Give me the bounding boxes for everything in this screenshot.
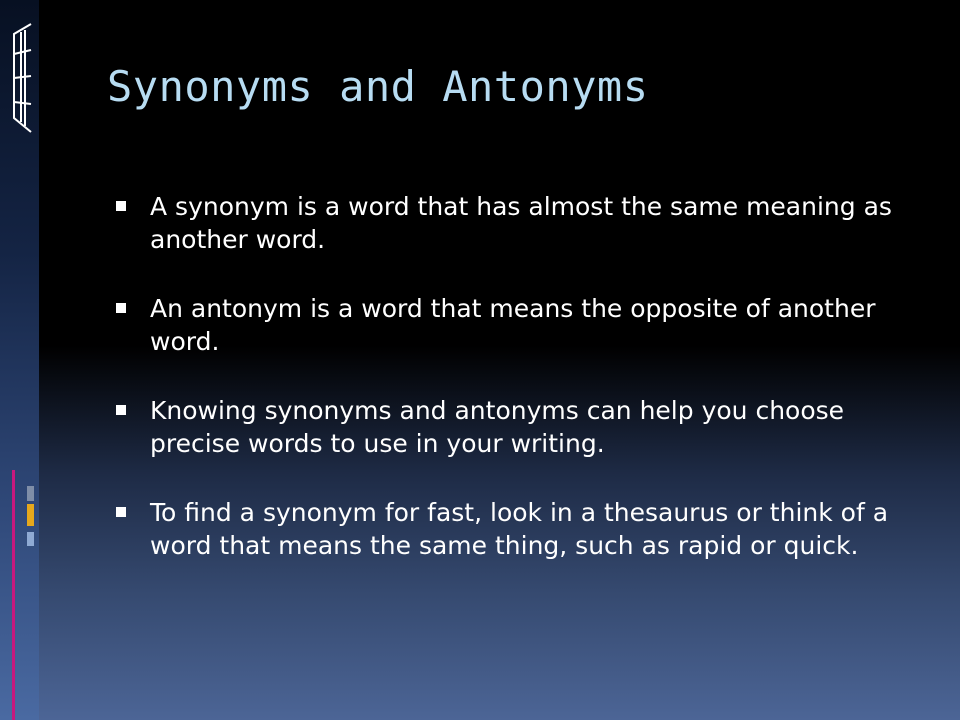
bullet-text: To find a synonym for fast, look in a thesaurus or think of a word that means the same thing, such as rapid or quick.: [150, 498, 889, 560]
gray-accent-mark: [27, 486, 34, 501]
square-bullet-icon: [116, 507, 126, 517]
square-bullet-icon: [116, 303, 126, 313]
square-bullet-icon: [116, 405, 126, 415]
bullet-text: A synonym is a word that has almost the same meaning as another word.: [150, 192, 892, 254]
side-decoration-panel: [0, 0, 39, 720]
bullet-item: [112, 292, 892, 358]
bullet-list: [112, 190, 892, 598]
gold-accent-mark: [27, 504, 34, 526]
bullet-text: An antonym is a word that means the opposite of another word.: [150, 294, 876, 356]
pink-accent-stripe: [12, 470, 15, 720]
bullet-item: [112, 190, 892, 256]
slide-title: Synonyms and Antonyms: [107, 62, 649, 111]
bullet-item: [112, 394, 892, 460]
square-bullet-icon: [116, 201, 126, 211]
window-frame-icon: [10, 22, 32, 134]
bullet-text: Knowing synonyms and antonyms can help you choose precise words to use in your writing.: [150, 396, 845, 458]
blue-accent-mark: [27, 532, 34, 546]
bullet-item: [112, 496, 892, 562]
